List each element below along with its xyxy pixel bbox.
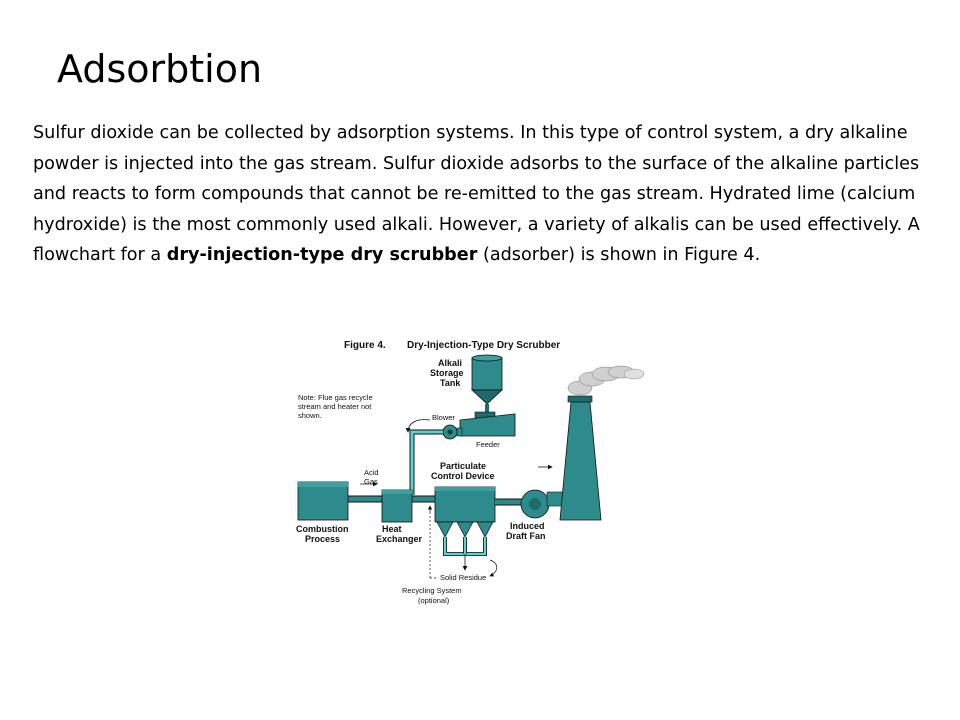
- particulate-label-1: Particulate: [440, 461, 487, 471]
- acid-gas-label-2: Gas: [364, 477, 378, 486]
- feeder: [460, 412, 515, 436]
- solid-residue-label: Solid Residue: [440, 573, 487, 582]
- note-line-3: shown.: [298, 411, 322, 420]
- figure-number: Figure 4.: [344, 340, 386, 351]
- alkali-label-3: Tank: [440, 378, 461, 388]
- combustion-label-1: Combustion: [296, 524, 349, 534]
- combustion-process: [298, 482, 348, 520]
- figure-caption: Dry-Injection-Type Dry Scrubber: [407, 340, 561, 351]
- acid-gas-label-1: Acid: [364, 468, 379, 477]
- particulate-control-device: [435, 487, 495, 537]
- exhaust-stack: [560, 396, 601, 520]
- recycling-label-2: (optional): [418, 596, 450, 605]
- injection-duct: [412, 432, 443, 495]
- feeder-label: Feeder: [476, 440, 500, 449]
- alkali-storage-tank: [472, 355, 502, 412]
- blower: [443, 425, 462, 439]
- body-paragraph: [33, 118, 928, 271]
- recycling-label-1: Recycling System: [402, 586, 462, 595]
- note-line-2: stream and heater not: [298, 402, 372, 411]
- alkali-label-1: Alkali: [438, 358, 463, 368]
- scrubber-figure: [290, 332, 650, 612]
- body-bold-term: dry-injection-type dry scrubber: [166, 245, 478, 265]
- heat-label-1: Heat: [382, 524, 402, 534]
- note-line-1: Note: Flue gas recycle: [298, 393, 373, 402]
- fan-label-1: Induced: [510, 521, 545, 531]
- smoke-plume: [568, 366, 644, 395]
- particulate-label-2: Control Device: [431, 471, 495, 481]
- alkali-label-2: Storage: [430, 368, 464, 378]
- combustion-label-2: Process: [305, 534, 341, 544]
- scrubber-diagram: [290, 332, 650, 612]
- heat-exchanger: [382, 490, 412, 522]
- body-text-1: Sulfur dioxide can be collected by adsorption systems. In this type of control system, a dry alkaline powder is injected into the gas stream. Sulfur dioxide adsorbs to the surface of the alkaline particles and reacts to form compounds that cannot be re-emitted to the gas stream. Hydrated lime (calcium hydroxide) is the most commonly used alkali. However, a variety of alkalis can be used effectively. A flowchart for a: [33, 123, 920, 265]
- body-text-2: (adsorber) is shown in Figure 4.: [477, 245, 761, 265]
- fan-label-2: Draft Fan: [506, 531, 546, 541]
- heat-label-2: Exchanger: [376, 534, 423, 544]
- induced-draft-fan: [521, 490, 565, 518]
- slide-title: Adsorbtion: [57, 47, 263, 91]
- blower-label: Blower: [432, 413, 455, 422]
